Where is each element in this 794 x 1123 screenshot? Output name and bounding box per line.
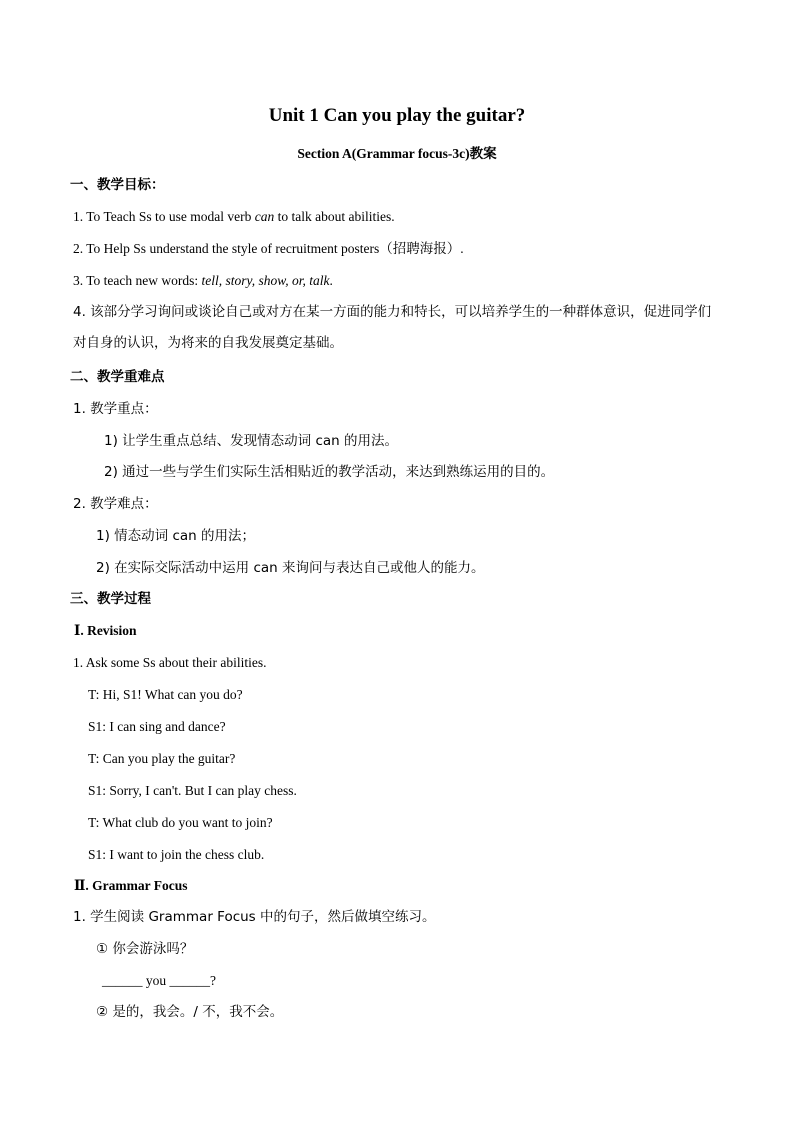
dialogue-line: T: What club do you want to join? (88, 815, 273, 830)
document-subtitle: Section A(Grammar focus-3c)教案 (297, 146, 497, 161)
grammar-question-2: ② 是的，我会。/ 不，我不会。 (96, 1004, 284, 1020)
dialogue-line: T: Can you play the guitar? (88, 751, 236, 766)
objectives-heading: 一、教学目标： (70, 177, 165, 193)
grammar-question-1: ① 你会游泳吗？ (96, 941, 194, 957)
difficult-2: 2) 在实际交际活动中运用 can 来询问与表达自己或他人的能力。 (96, 560, 485, 576)
difficult-1: 1) 情态动词 can 的用法； (96, 528, 255, 544)
dialogue-line: S1: Sorry, I can't. But I can play chess. (88, 783, 297, 798)
dialogue-line: T: Hi, S1! What can you do? (88, 687, 243, 702)
objective-3-text: 3. To teach new words: (73, 273, 202, 288)
objective-1-modal-verb: can (254, 209, 275, 224)
key-points-heading: 二、教学重难点 (70, 369, 165, 385)
objective-3-new-words: tell, story, show, or, talk (201, 273, 330, 288)
objective-2: 2. To Help Ss understand the style of recruitment posters（招聘海报）. (73, 241, 464, 256)
process-heading: 三、教学过程 (70, 591, 151, 607)
objective-1-text-end: to talk about abilities. (274, 209, 395, 224)
key-focus-1: 1) 让学生重点总结、发现情态动词 can 的用法。 (104, 433, 398, 449)
grammar-intro: 1. 学生阅读 Grammar Focus 中的句子，然后做填空练习。 (73, 909, 436, 925)
dialogue-line: S1: I want to join the chess club. (88, 847, 265, 862)
key-focus-label: 1. 教学重点： (73, 401, 158, 417)
revision-intro: 1. Ask some Ss about their abilities. (73, 655, 267, 670)
revision-heading: Ⅰ. Revision (74, 623, 137, 638)
grammar-heading: Ⅱ. Grammar Focus (74, 878, 188, 893)
document-title: Unit 1 Can you play the guitar? (268, 105, 526, 126)
objective-1 (73, 208, 395, 226)
objective-1-text: 1. To Teach Ss to use modal verb (73, 209, 255, 224)
objective-4: 4. 该部分学习询问或谈论自己或对方在某一方面的能力和特长，可以培养学生的一种群体意识，促进同学们对自身的认识，为将来的自我发展奠定基础。 (73, 304, 712, 351)
dialogue-line: S1: I can sing and dance? (88, 719, 226, 734)
key-focus-2: 2) 通过一些与学生们实际生活相贴近的教学活动，来达到熟练运用的目的。 (104, 464, 555, 480)
objective-3-text-end: . (329, 273, 333, 288)
objective-3 (73, 272, 333, 290)
difficult-label: 2. 教学难点： (73, 496, 158, 512)
grammar-blank-1: ______ you ______? (102, 973, 216, 988)
